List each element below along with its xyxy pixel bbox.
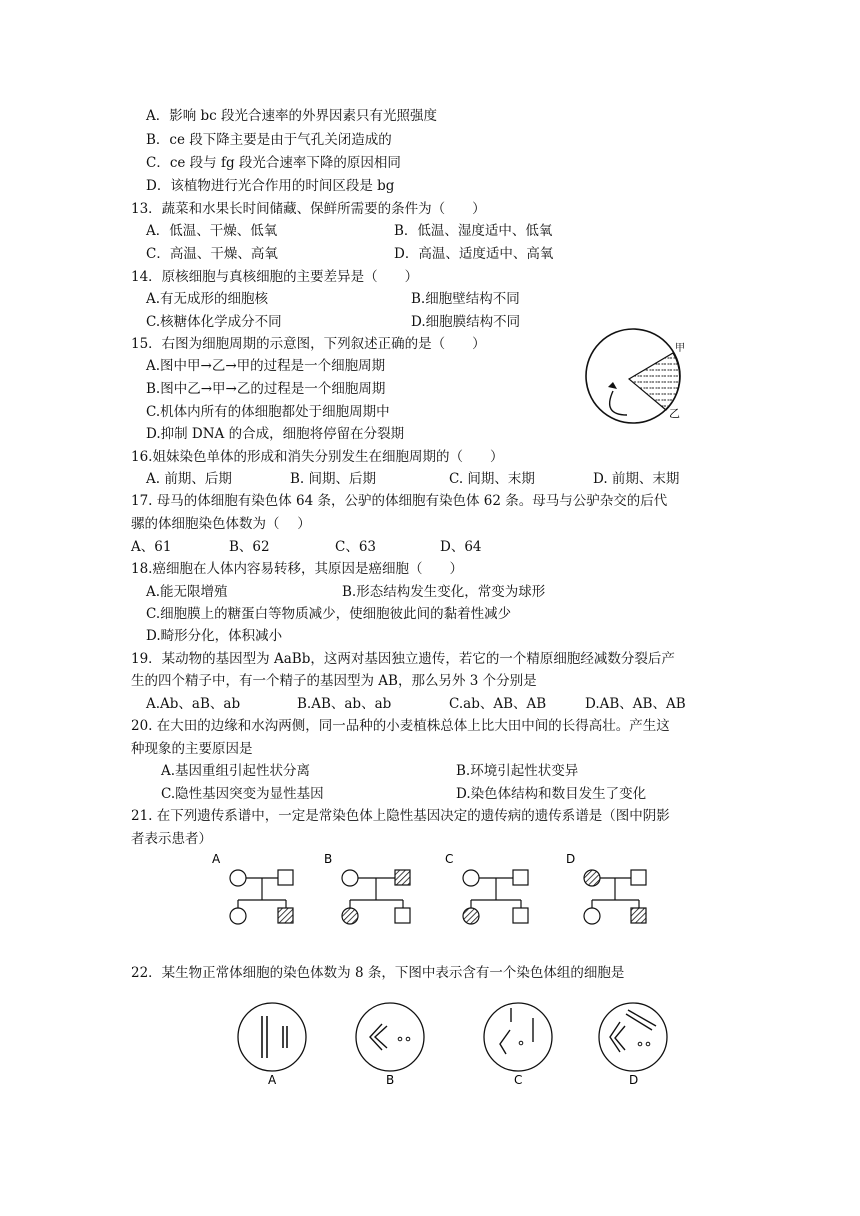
q20-option-a: A.基因重组引起性状分离 <box>161 763 311 779</box>
parent-female-affected <box>584 870 600 886</box>
q17-stem-line2: 骡的体细胞染色体数为（ ） <box>131 516 311 532</box>
q19-stem-line1: 19．某动物的基因型为 AaBb，这两对基因独立遗传，若它的一个精原细胞经减数分裂后产 <box>131 651 675 667</box>
q16-option-a: A. 前期、后期 <box>146 471 232 487</box>
q13-option-b: B．低温、湿度适中、低氧 <box>394 223 553 239</box>
q19-stem-line2: 生的四个精子中，有一个精子的基因型为 AB，那么另外 3 个分别是 <box>131 673 537 689</box>
q18-option-b: B.形态结构发生变化，常变为球形 <box>342 584 546 600</box>
parent-male <box>513 870 528 885</box>
parent-female <box>230 870 246 886</box>
parent-male <box>631 870 646 885</box>
pedigree-d <box>566 852 646 924</box>
q18-option-a: A.能无限增殖 <box>146 584 228 600</box>
child-female <box>584 908 600 924</box>
q17-stem-line1: 17. 母马的体细胞有染色体 64 条，公驴的体细胞有染色体 62 条。母马与公驴杂交的后代 <box>131 493 668 509</box>
q22-stem: 22．某生物正常体细胞的染色体数为 8 条，下图中表示含有一个染色体组的细胞是 <box>131 965 625 981</box>
parent-male-affected <box>395 870 410 885</box>
pedigree-b <box>324 852 410 924</box>
q13-option-c: C．高温、干燥、高氧 <box>146 246 278 262</box>
q16-option-d: D. 前期、末期 <box>593 471 680 487</box>
q15-option-c: C.机体内所有的体细胞都处于细胞周期中 <box>146 404 390 420</box>
q19-option-a: A.Ab、aB、ab <box>146 696 241 712</box>
division-phase-sector <box>629 353 680 410</box>
q14-stem: 14．原核细胞与真核细胞的主要差异是（ ） <box>131 269 419 285</box>
pedigree-label-a: A <box>212 852 221 866</box>
parent-female <box>463 870 479 886</box>
cell-c <box>484 1003 552 1087</box>
cell-label-d: D <box>629 1073 639 1087</box>
q21-stem-line2: 者表示患者） <box>131 831 212 847</box>
q12-option-b: B．ce 段下降主要是由于气孔关闭造成的 <box>146 132 392 148</box>
q12-option-c: C．ce 段与 fg 段光合速率下降的原因相同 <box>146 155 401 171</box>
q15-stem: 15．右图为细胞周期的示意图，下列叙述正确的是（ ） <box>131 336 486 352</box>
q15-option-b: B.图中乙→甲→乙的过程是一个细胞周期 <box>146 381 386 397</box>
label-yi: 乙 <box>669 407 680 420</box>
q21-stem-line1: 21. 在下列遗传系谱中，一定是常染色体上隐性基因决定的遗传病的遗传系谱是（图中阴影 <box>131 808 670 824</box>
pedigree-c <box>445 852 528 924</box>
q20-option-d: D.染色体结构和数目发生了变化 <box>456 786 647 802</box>
cycle-arrow <box>610 391 627 415</box>
label-jia: 甲 <box>675 343 685 354</box>
q19-option-c: C.ab、AB、AB <box>449 696 547 712</box>
q17-option-b: B、62 <box>229 539 270 555</box>
child-female-affected <box>342 908 358 924</box>
q15-option-d: D.抑制 DNA 的合成，细胞将停留在分裂期 <box>146 426 405 442</box>
child-male <box>395 908 410 923</box>
q20-stem-line1: 20. 在大田的边缘和水沟两侧，同一品种的小麦植株总体上比大田中间的长得高壮。产生这 <box>131 718 670 734</box>
q16-stem: 16.姐妹染色单体的形成和消失分别发生在细胞周期的（ ） <box>131 449 504 465</box>
child-male-affected <box>631 908 646 923</box>
q17-option-d: D、64 <box>440 539 482 555</box>
parent-female <box>342 870 358 886</box>
q14-option-a: A.有无成形的细胞核 <box>146 291 269 307</box>
cell-membrane <box>238 1003 306 1071</box>
cell-label-c: C <box>514 1073 523 1087</box>
pedigree-label-b: B <box>324 852 333 866</box>
cycle-arrowhead <box>608 382 617 389</box>
cell-label-b: B <box>386 1073 395 1087</box>
pedigree-label-c: C <box>445 852 454 866</box>
q18-option-c: C.细胞膜上的糖蛋白等物质减少，使细胞彼此间的黏着性减少 <box>146 606 512 622</box>
child-male <box>513 908 528 923</box>
q14-option-c: C.核糖体化学成分不同 <box>146 314 282 330</box>
q14-option-b: B.细胞壁结构不同 <box>411 291 520 307</box>
cell-membrane <box>484 1003 552 1071</box>
q13-option-a: A．低温、干燥、低氧 <box>146 223 278 239</box>
q20-option-b: B.环境引起性状变异 <box>456 763 579 779</box>
q17-option-a: A、61 <box>131 539 172 555</box>
child-male-affected <box>278 908 293 923</box>
cell-cycle-figure <box>580 325 700 435</box>
q15-option-a: A.图中甲→乙→甲的过程是一个细胞周期 <box>146 358 386 374</box>
cell-membrane <box>356 1003 424 1071</box>
pedigree-label-d: D <box>566 852 576 866</box>
q16-option-b: B. 间期、后期 <box>290 471 377 487</box>
q19-option-b: B.AB、ab、ab <box>297 696 392 712</box>
cell-label-a: A <box>268 1073 277 1087</box>
cell-a <box>238 1003 306 1087</box>
pedigree-figures <box>210 850 680 935</box>
cell-b <box>356 1003 424 1087</box>
q19-option-d: D.AB、AB、AB <box>585 696 686 712</box>
q17-option-c: C、63 <box>335 539 377 555</box>
q12-option-d: D．该植物进行光合作用的时间区段是 bg <box>146 178 395 194</box>
chromosome-cell-figures <box>230 1000 670 1090</box>
q13-stem: 13．蔬菜和水果长时间储藏、保鲜所需要的条件为（ ） <box>131 201 486 217</box>
child-female <box>230 908 246 924</box>
child-female-affected <box>463 908 479 924</box>
pedigree-a <box>212 852 293 924</box>
q18-stem: 18.癌细胞在人体内容易转移，其原因是癌细胞（ ） <box>131 561 463 577</box>
q16-option-c: C. 间期、末期 <box>449 471 535 487</box>
q18-option-d: D.畸形分化，体积减小 <box>146 628 283 644</box>
q12-option-a: A．影响 bc 段光合速率的外界因素只有光照强度 <box>146 108 438 124</box>
parent-male <box>278 870 293 885</box>
q20-option-c: C.隐性基因突变为显性基因 <box>161 786 324 802</box>
cell-d <box>599 1003 667 1087</box>
q20-stem-line2: 种现象的主要原因是 <box>131 741 253 757</box>
q13-option-d: D．高温、适度适中、高氧 <box>394 246 554 262</box>
q14-option-d: D.细胞膜结构不同 <box>411 314 521 330</box>
